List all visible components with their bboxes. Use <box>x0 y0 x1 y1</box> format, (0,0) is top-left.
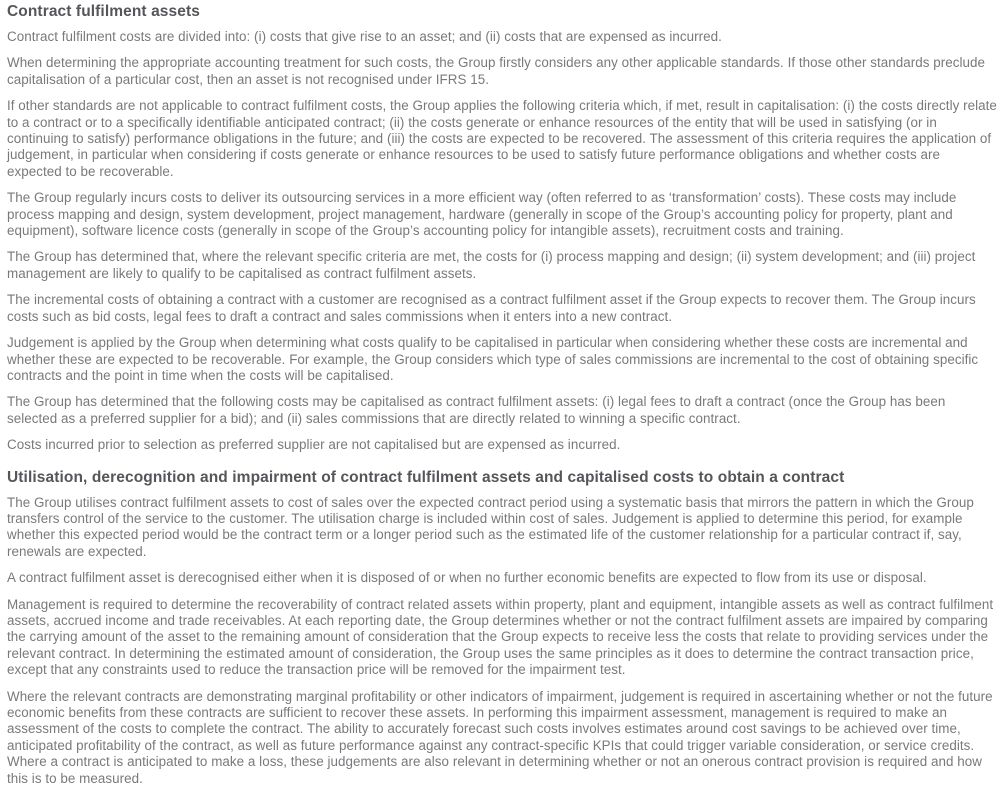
section-contract-fulfilment-assets <box>7 2 997 454</box>
paragraph: The Group has determined that the following costs may be capitalised as contract fulfilment assets: (i) legal fees to draft a contract (once the Group has been selected as a preferred supplier for a bid); and (ii) sales commissions that are directly related to winning a specific contract. <box>7 394 946 426</box>
paragraph: The Group utilises contract fulfilment assets to cost of sales over the expected contract period using a systematic basis that mirrors the pattern in which the Group transfers control of the service to the customer. The utilisation charge is included within cost of sales. Judgement is applied to determine this period, for example whether this expected period would be the contract term or a longer period such as the estimated life of the customer relationship for a particular contract if, say, renewals are expected. <box>7 494 974 559</box>
paragraph: The incremental costs of obtaining a contract with a customer are recognised as a contract fulfilment asset if the Group expects to recover them. The Group incurs costs such as bid costs, legal fees to draft a contract and sales commissions when it enters into a new contract. <box>7 292 976 324</box>
section-heading: Contract fulfilment assets <box>7 3 200 20</box>
paragraph: Management is required to determine the recoverability of contract related assets within property, plant and equipment, intangible assets as well as contract fulfilment assets, accrued income and trade receivables. At each reporting date, the Group determines whether or not the contract fulfilment assets are impaired by comparing the carrying amount of the asset to the remaining amount of consideration that the Group expects to receive less the costs that relate to providing services under the relevant contract. In determining the estimated amount of consideration, the Group uses the same principles as it does to determine the contract transaction price, except that any constraints used to reduce the transaction price will be removed for the impairment test. <box>7 596 994 678</box>
paragraph: Contract fulfilment costs are divided into: (i) costs that give rise to an asset; and (ii) costs that are expensed as incurred. <box>7 29 722 44</box>
paragraph: Costs incurred prior to selection as preferred supplier are not capitalised but are expensed as incurred. <box>7 437 621 453</box>
paragraph: Where the relevant contracts are demonstrating marginal profitability or other indicators of impairment, judgement is required in ascertaining whether or not the future economic benefits from these contracts are sufficient to recover these assets. In performing this impairment assessment, management is required to make an assessment of the costs to complete the contract. The ability to accurately forecast such costs involves estimates around cost savings to be achieved over time, anticipated profitability of the contract, as well as future performance against any contract-specific KPIs that could trigger variable consideration, or service credits. Where a contract is anticipated to make a loss, these judgements are also relevant in determining whether or not an onerous contract provision is required and how this is to be measured. <box>7 688 993 786</box>
paragraph: A contract fulfilment asset is derecognised either when it is disposed of or when no further economic benefits are expected to flow from its use or disposal. <box>7 570 927 586</box>
paragraph: Judgement is applied by the Group when determining what costs qualify to be capitalised in particular when considering whether these costs are incremental and whether these are expected to be recoverable. For example, the Group considers which type of sales commissions are incremental to the cost of obtaining specific contracts and the point in time when the costs will be capitalised. <box>7 335 979 383</box>
paragraph: The Group has determined that, where the relevant specific criteria are met, the costs for (i) process mapping and design; (ii) system development; and (iii) project management are likely to qualify to be capitalised as contract fulfilment assets. <box>7 249 976 281</box>
paragraph: When determining the appropriate accounting treatment for such costs, the Group firstly considers any other applicable standards. If those other standards preclude capitalisation of a particular cost, then an asset is not recognised under IFRS 15. <box>7 55 986 87</box>
section-utilisation-derecognition-impairment <box>7 468 997 788</box>
paragraph: If other standards are not applicable to contract fulfilment costs, the Group applies the following criteria which, if met, result in capitalisation: (i) the costs directly relate to a contract or to a specifically identifiable anticipated contract; (ii) the costs generate or enhance resources of the entity that will be used in satisfying (or in continuing to satisfy) performance obligations in the future; and (iii) the costs are expected to be recovered. The assessment of this criteria requires the application of judgement, in particular when considering if costs generate or enhance resources to be used to satisfy future performance obligations and whether costs are expected to be recoverable. <box>7 98 997 179</box>
section-heading: Utilisation, derecognition and impairment of contract fulfilment assets and capitalised costs to obtain a contract <box>7 468 845 486</box>
paragraph: The Group regularly incurs costs to deliver its outsourcing services in a more efficient way (often referred to as ‘transformation’ costs). These costs may include process mapping and design, system development, project management, hardware (generally in scope of the Group’s accounting policy for property, plant and equipment), software licence costs (generally in scope of the Group’s accounting policy for intangible assets), recruitment costs and training. <box>7 190 957 239</box>
